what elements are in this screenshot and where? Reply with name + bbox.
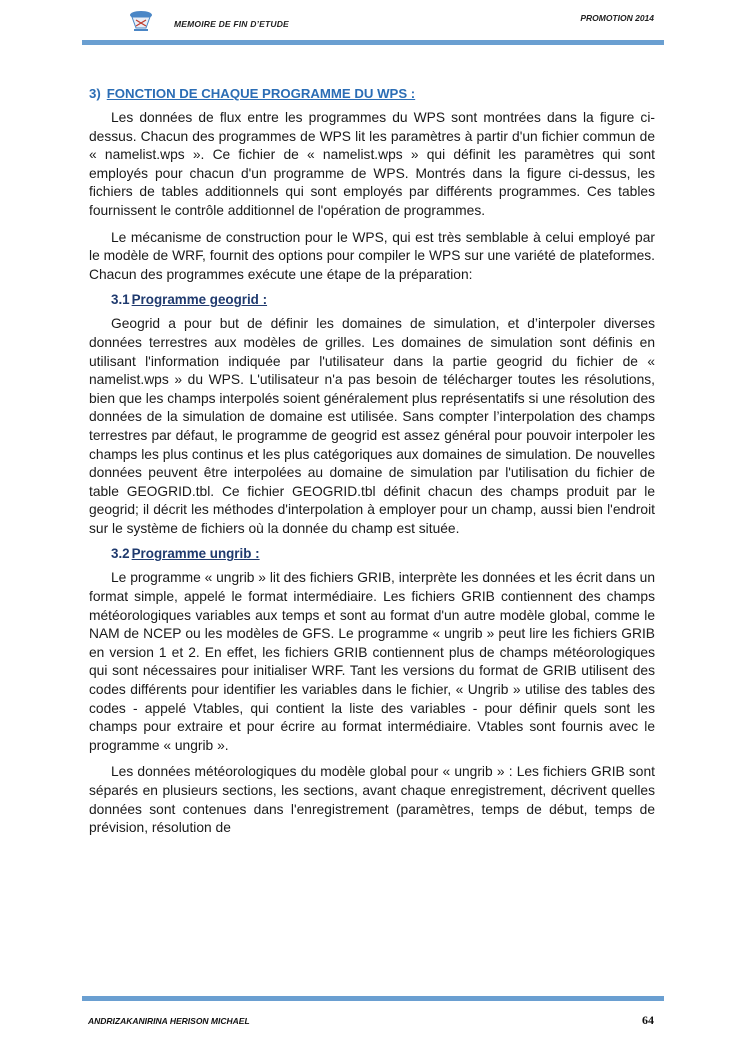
page-number: 64 [642,1013,654,1027]
section-title: FONCTION DE CHAQUE PROGRAMME DU WPS : [106,86,416,101]
header-promotion: PROMOTION 2014 [580,13,654,23]
subsection-heading-ungrib [111,546,655,561]
header-title: MEMOIRE DE FIN D’ETUDE [174,19,289,29]
page-body [89,86,655,846]
footer-author: ANDRIZAKANIRINA HERISON MICHAEL [88,1016,250,1026]
university-logo-icon [126,8,156,34]
subsection-number: 3.2 [111,546,130,562]
ungrib-paragraph-2: Les données météorologiques du modèle global pour « ungrib » : Les fichiers GRIB sont séparés en plusieurs sections, les sections, avant chaque enregistrement, décrivent quelles données sont contenues dans l'enregistrement (paramètres, temps de début, temps de prévision, résolution de [89,764,655,836]
section-heading [89,86,655,101]
intro-paragraph-1: Les données de flux entre les programmes du WPS sont montrées dans la figure ci-dessus. Chacun des programmes de WPS lit les paramètres à partir d'un fichier commun de « namelist.wps ». Ce fichier de « namelist.wps » qui définit les paramètres qui sont employés pour chacun d'un programme de WPS. Montrés dans la figure ci-dessus, les fichiers de tables additionnels qui sont employés par différents programmes. Ces tables fournissent le contrôle additionnel de l'opération de programmes. [89,110,655,218]
section-number: 3) [89,86,101,101]
subsection-title: Programme geogrid : [131,292,268,308]
subsection-heading-geogrid [111,292,655,307]
subsection-title: Programme ungrib : [131,546,260,562]
ungrib-paragraph-1: Le programme « ungrib » lit des fichiers GRIB, interprète les données et les écrit dans un format simple, appelé le format intermédiaire. Les fichiers GRIB contiennent des champs météorologiques variables aux temps et sont au format d'un autre modèle global, comme le NAM de NCEP ou les modèles de GFS. Le programme « ungrib » peut lire les fichiers GRIB en version 1 et 2. En effet, les fichiers GRIB contiennent plus de champs météorologiques qui sont nécessaires pour initialiser WRF. Tant les versions du format de GRIB utilisent des codes différents pour identifier les variables dans le fichier, « Ungrib » utilise des tables des codes - appelé Vtables, qui contient la liste des variables - pour définir quels sont les champs pour extraire et pour écrire au format intermédiaire. Vtables sont fournis avec le programme « ungrib ». [89,570,655,753]
subsection-number: 3.1 [111,292,130,308]
header-rule [82,40,664,45]
geogrid-paragraph: Geogrid a pour but de définir les domaines de simulation, et d’interpoler diverses données terrestres aux modèles de grilles. Les domaines de simulation sont définis en utilisant l'information indiquée par l'utilisateur dans la partie geogrid du fichier de « namelist.wps » du WPS. L'utilisateur n'a pas besoin de télécharger toutes les résolutions, bien que les champs interpolés soient généralement plus représentatifs si une résolution des données de la simulation de domaine est utilisée. Sans compter l’interpolation des champs terrestres par défaut, le programme de geogrid est assez général pour pouvoir interpoler les champs les plus continus et les plus catégoriques aux domaines de simulation. De nouvelles données peuvent être interpolées au domaine de simulation par l'utilisation du fichier de table GEOGRID.tbl. Ce fichier GEOGRID.tbl définit chacun des champs produit par le geogrid; il décrit les méthodes d'interpolation à employer pour un champ, aussi bien l'endroit sur le système de fichiers où la donnée du champ est située. [89,316,656,536]
footer-rule [82,996,664,1001]
intro-paragraph-2: Le mécanisme de construction pour le WPS, qui est très semblable à celui employé par le modèle de WRF, fournit des options pour compiler le WPS sur une variété de plateformes. Chacun des programmes exécute une étape de la préparation: [89,229,655,282]
